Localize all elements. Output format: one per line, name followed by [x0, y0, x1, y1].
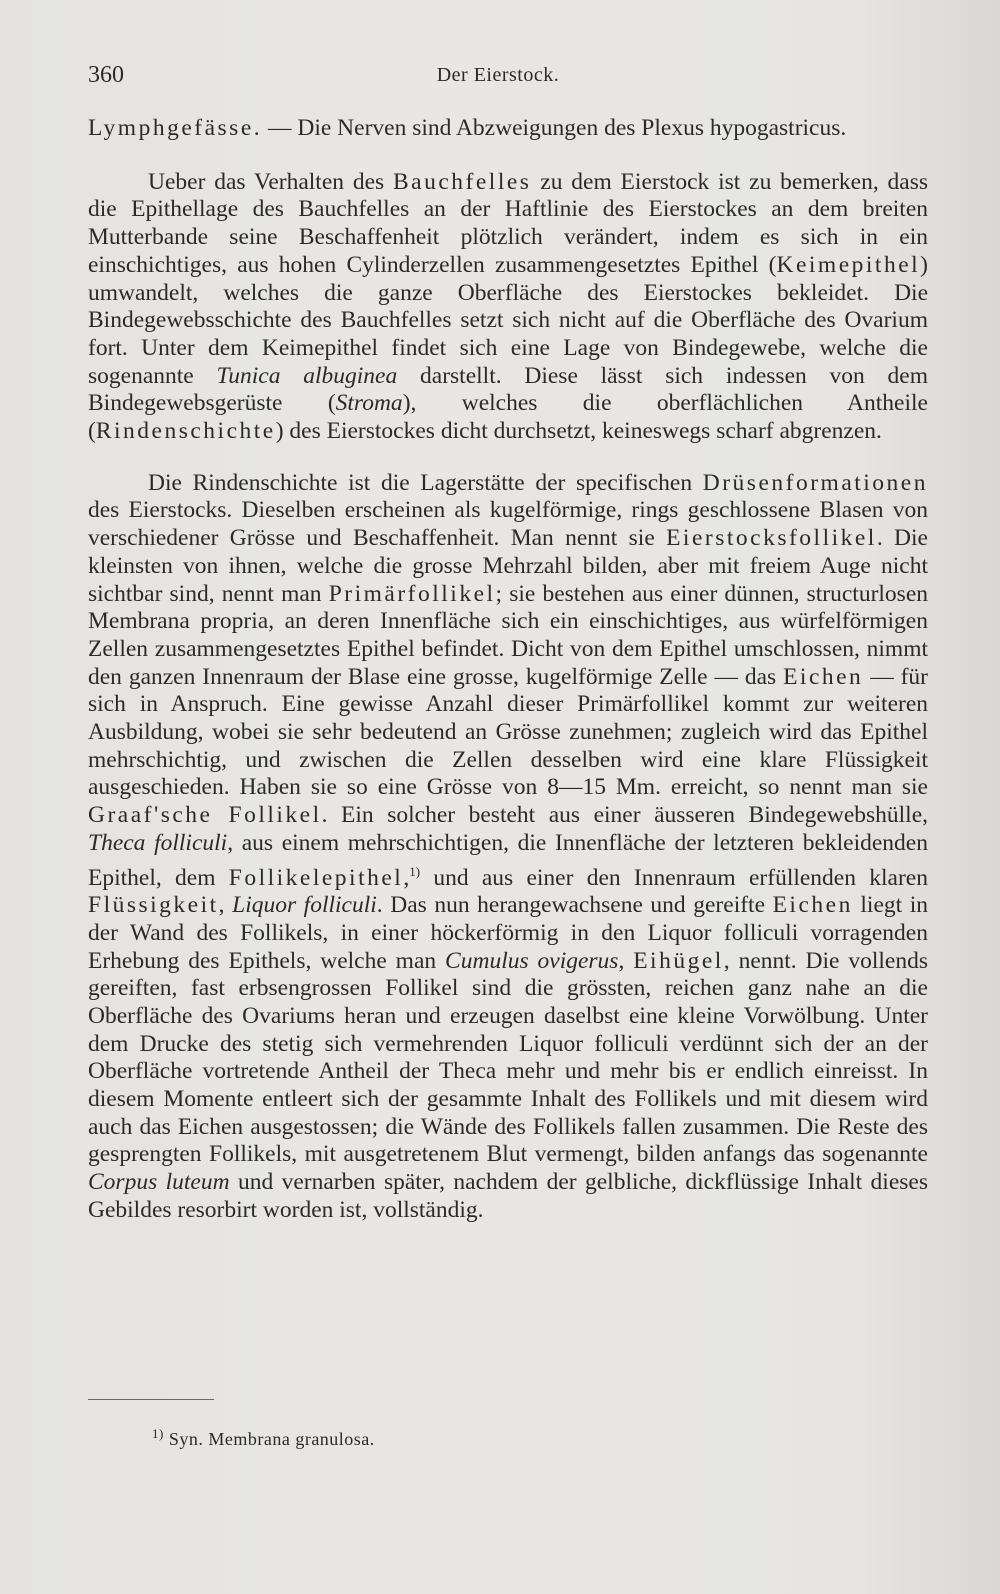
term-cumulus-ovigerus: Cumulus ovigerus	[445, 947, 619, 974]
text-run: , aus einem mehrschichtigen, die Innenfläche der letzteren bekleidenden Epithel, dem	[88, 829, 928, 891]
text-run: — Die Nerven sind Abzweigungen des Plexus hypogastricus.	[262, 115, 847, 141]
text-run: . Das nun herangewachsene und gereifte	[376, 892, 773, 919]
term-eichen: Eichen	[783, 663, 864, 690]
term-tunica-albuginea: Tunica albuginea	[216, 362, 398, 389]
text-run: ), welches die oberflächlichen Antheile (	[88, 390, 928, 445]
footnote-text: Syn. Membrana granulosa.	[163, 1429, 375, 1449]
paragraph-bauchfell	[88, 169, 928, 446]
term-graafsche-follikel: Graaf'sche Follikel	[88, 802, 322, 829]
term-lymphgefaesse: Lymphgefässe.	[88, 115, 263, 141]
term-eierstocksfollikel: Eierstocksfollikel	[666, 525, 877, 552]
footnote-reference: 1)	[409, 863, 421, 879]
text-run: ) des Eierstockes dicht durchsetzt, keineswegs scharf abgrenzen.	[275, 418, 882, 445]
term-liquor-folliculi: Liquor folliculi	[232, 892, 377, 919]
term-theca-folliculi: Theca folliculi	[88, 829, 228, 856]
paragraph-rindenschichte	[88, 470, 928, 1225]
text-run: zu dem Eierstock ist zu bemerken, dass die Epithellage des Bauchfelles an der Haftlinie des Eierstockes an dem breiten Mutterbande seine Beschaffenheit plötzlich verändert, indem es sich in ein einschichtiges, aus hohen Cylinderzellen zusammengesetztes Epithel (	[88, 168, 928, 278]
term-eichen-2: Eichen	[772, 892, 853, 919]
term-bauchfelles: Bauchfelles	[393, 168, 532, 195]
term-druesenformationen: Drüsenformationen	[702, 469, 928, 496]
page-number: 360	[88, 62, 124, 88]
text-run: ; sie bestehen aus einer dünnen, structurlosen Membrana propria, an deren Innenfläche sich ein einschichtiges, aus würfelförmigen Zellen zusammengesetztes Epithel befindet. Dicht von dem Epithel umschlossen, nimmt den ganzen Innenraum der Blase eine grosse, kugelförmige Zelle — das	[88, 580, 929, 690]
text-run: . Die kleinsten von ihnen, welche die grosse Mehrzahl bilden, aber mit freiem Auge nicht sichtbar sind, nennt man	[88, 525, 928, 607]
text-run: darstellt. Diese lässt sich indessen von dem Bindegewebsgerüste (	[88, 362, 928, 417]
text-run: Die Rindenschichte ist die Lagerstätte der specifischen	[148, 469, 703, 496]
page-header	[88, 62, 908, 92]
text-run: — für sich in Anspruch. Eine gewisse Anzahl dieser Primärfollikel kommt zur weiteren Ausbildung, wobei sie sehr bedeutend an Grösse zunehmen; zugleich wird das Epithel mehrschichtig, und zwischen die Zellen desselben wird eine klare Flüssigkeit ausgeschieden. Haben sie so eine Grösse von 8—15 Mm. erreicht, so nennt man sie	[88, 663, 928, 801]
text-run: und vernarben später, nachdem der gelbliche, dickflüssige Inhalt dieses Gebildes resorbirt worden ist, vollständig.	[88, 1169, 928, 1223]
footnote-rule	[88, 1399, 214, 1400]
text-run: , nennt. Die vollends gereiften, fast erbsengrossen Follikel sind die grössten, reichen ganz nahe an die Oberfläche des Ovariums heran und erzeugen daselbst eine kleine Vorwölbung. Unter dem Drucke des stetig sich vermehrenden Liquor folliculi verdünnt sich der an der Oberfläche vortretende Antheil der Theca mehr und mehr bis er endlich einreisst. In diesem Momente entleert sich der gesammte Inhalt des Follikels und mit diesem wird auch das Eichen ausgestossen; die Wände des Follikels fallen zusammen. Die Reste des gesprengten Follikels, mit ausgetretenem Blut vermengt, bilden anfangs das sogenannte	[88, 947, 928, 1168]
term-follikelepithel: Follikelepithel	[228, 864, 404, 891]
text-run: . Ein solcher besteht aus einer äusseren Bindegewebshülle,	[321, 802, 929, 829]
footnote	[152, 1420, 375, 1454]
text-run: des Eierstocks. Dieselben erscheinen als kugelförmige, rings geschlossene Blasen von verschiedener Grösse und Beschaffenheit. Man nennt sie	[88, 497, 928, 552]
term-primaerfollikel: Primärfollikel	[328, 580, 496, 607]
body-text	[88, 115, 928, 1225]
term-corpus-luteum: Corpus luteum	[88, 1169, 230, 1196]
term-fluessigkeit: Flüssigkeit	[88, 892, 219, 919]
text-run: ) umwandelt, welches die ganze Oberfläche des Eierstockes bekleidet. Die Bindegewebsschichte des Bauchfelles setzt sich nicht auf die Oberfläche des Ovarium fort. Unter dem Keimepithel findet sich eine Lage von Bindegewebe, welche die sogenannte	[88, 251, 928, 389]
text-run: Ueber das Verhalten des	[148, 168, 393, 195]
footnote-marker: 1)	[152, 1426, 164, 1441]
term-keimepithel: Keimepithel	[776, 251, 921, 278]
term-rindenschichte: Rindenschichte	[95, 418, 276, 445]
term-stroma: Stroma	[335, 390, 403, 417]
text-run: ,	[218, 892, 233, 919]
paragraph-lymph-nerves	[88, 115, 928, 143]
term-eihuegel: Eihügel	[633, 947, 724, 974]
text-run: ,	[403, 864, 410, 891]
text-run: ,	[618, 947, 634, 974]
text-run: liegt in der Wand des Follikels, in einer höckerförmig in den Liquor folliculi vorragenden Erhebung des Epithels, welche man	[88, 892, 929, 974]
text-run: und aus einer den Innenraum erfüllenden klaren	[420, 864, 928, 891]
running-head: Der Eierstock.	[436, 64, 560, 86]
